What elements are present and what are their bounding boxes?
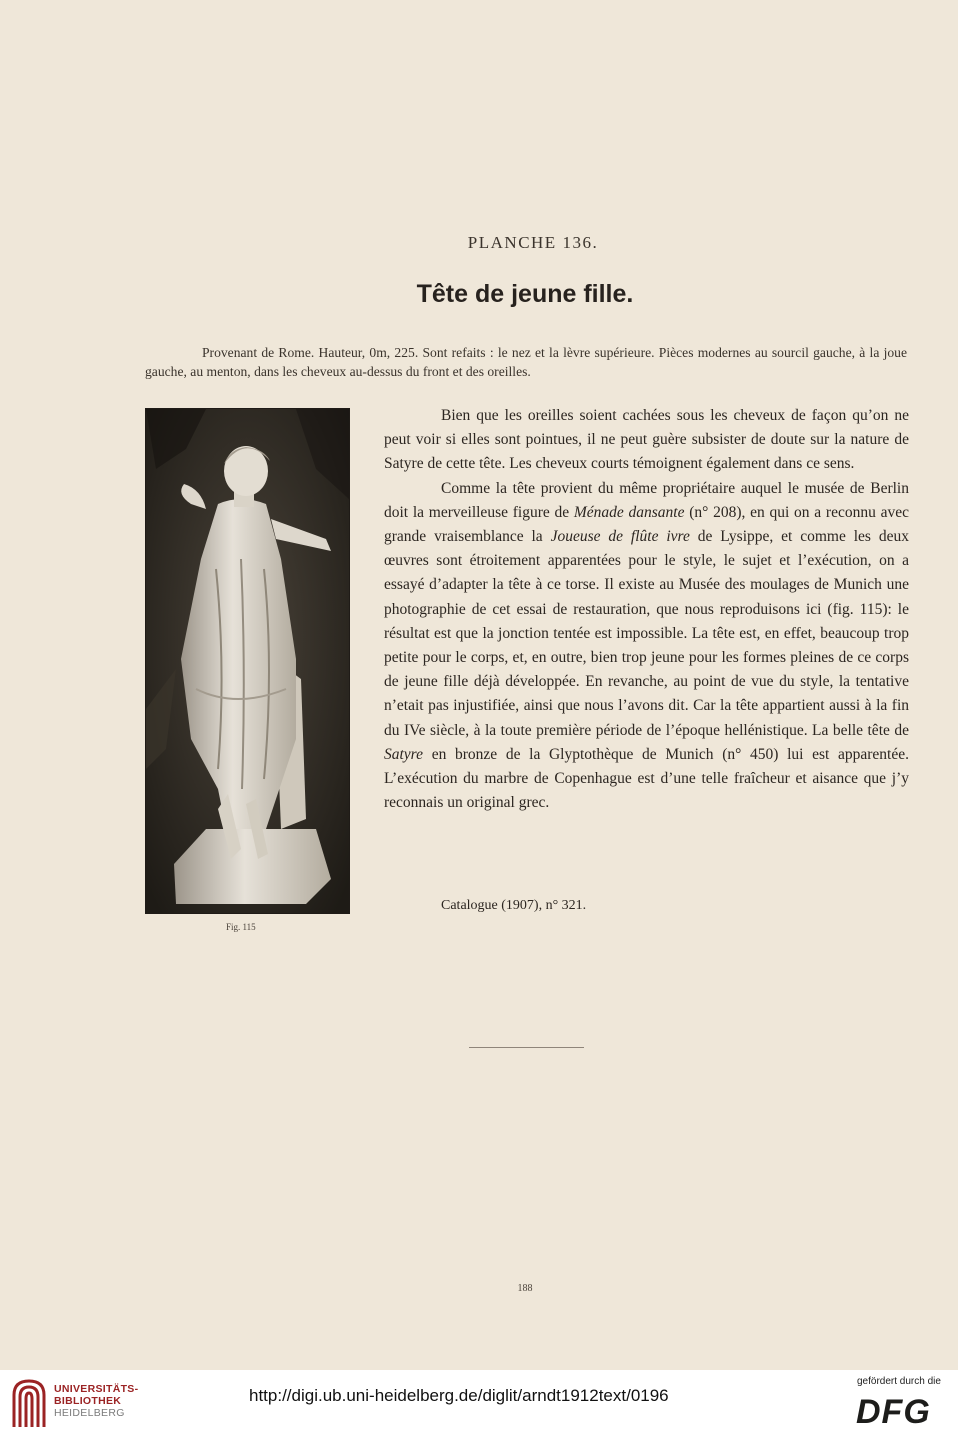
footer-bar	[0, 1370, 958, 1436]
university-library-name[interactable]	[54, 1383, 138, 1419]
statue-photograph	[145, 408, 350, 914]
joueuse-title: Joueuse de flûte ivre	[550, 528, 690, 546]
satyre-title: Satyre	[384, 745, 424, 763]
paragraph-2-part-c: de Lysippe, et comme les deux œuvres sont étroitement apparentées pour le style, le sujet et l’exécution, on a essayé d’adapter la tête à ce torse. Il existe au Musée des moulages de Munich une photographie de cet essai de restauration, que nous reproduisons ici (fig. 115): le résultat est que la jonction tentée est impossible. La tête est, en effet, beaucoup trop petite pour le corps, et, en outre, bien trop jeune pour les formes pleines de ce corps de jeune fille déjà développée. En revanche, au point de vue du style, la tentative n’etait pas injustifiée, ainsi que nous l’avons dit. Car la tête appartient aussi à la fin du IVe siècle, à la toute première période de l’époque hellénistique. La belle tête de	[384, 528, 909, 739]
menade-title: Ménade dansante	[573, 503, 685, 521]
library-line-3: HEIDELBERG	[54, 1407, 125, 1419]
permalink-url[interactable]: http://digi.ub.uni-heidelberg.de/diglit/arndt1912text/0196	[249, 1386, 669, 1405]
page-number: 188	[517, 1283, 533, 1294]
paragraph-1: Bien que les oreilles soient cachées sous les cheveux de façon qu’on ne peut voir si elles sont pointues, il ne peut guère subsister de doute sur la nature de Satyre de cette tête. Les cheveux courts témoignent également dans ce sens.	[384, 407, 909, 473]
paragraph-2-part-b: (n° 208), en qui on a reconnu avec grande vraisemblance la	[384, 503, 909, 546]
dfg-caption: gefördert durch die	[857, 1376, 941, 1387]
page-title: Tête de jeune fille.	[416, 280, 634, 308]
dfg-logo[interactable]: DFG	[856, 1393, 931, 1431]
paragraph-2	[384, 477, 909, 816]
statue-image	[146, 409, 349, 913]
library-line-1: UNIVERSITÄTS-	[54, 1383, 139, 1395]
provenance-text: Provenant de Rome. Hauteur, 0m, 225. Sont refaits : le nez et la lèvre supérieure. Pièces modernes au sourcil gauche, à la joue gauche, au menton, dans les cheveux au-dessus du front et des oreilles.	[145, 345, 907, 379]
plate-label: PLANCHE 136.	[467, 233, 599, 252]
figure-caption: Fig. 115	[226, 922, 256, 932]
paragraph-2-part-a: Comme la tête provient du même propriétaire auquel le musée de Berlin doit la merveilleuse figure de	[384, 479, 909, 521]
catalogue-reference: Catalogue (1907), n° 321.	[441, 898, 587, 913]
provenance-note	[145, 343, 907, 381]
separator-rule	[469, 1047, 584, 1048]
main-text	[384, 404, 909, 815]
library-line-2: BIBLIOTHEK	[54, 1395, 122, 1407]
paragraph-2-part-d: en bronze de la Glyptothèque de Munich (n° 450) lui est apparentée. L’exécution du marbre de Copenhague est d’une telle fraîcheur et aisance que j’y reconnais un original grec.	[384, 745, 909, 812]
university-library-logo-icon	[10, 1377, 48, 1429]
